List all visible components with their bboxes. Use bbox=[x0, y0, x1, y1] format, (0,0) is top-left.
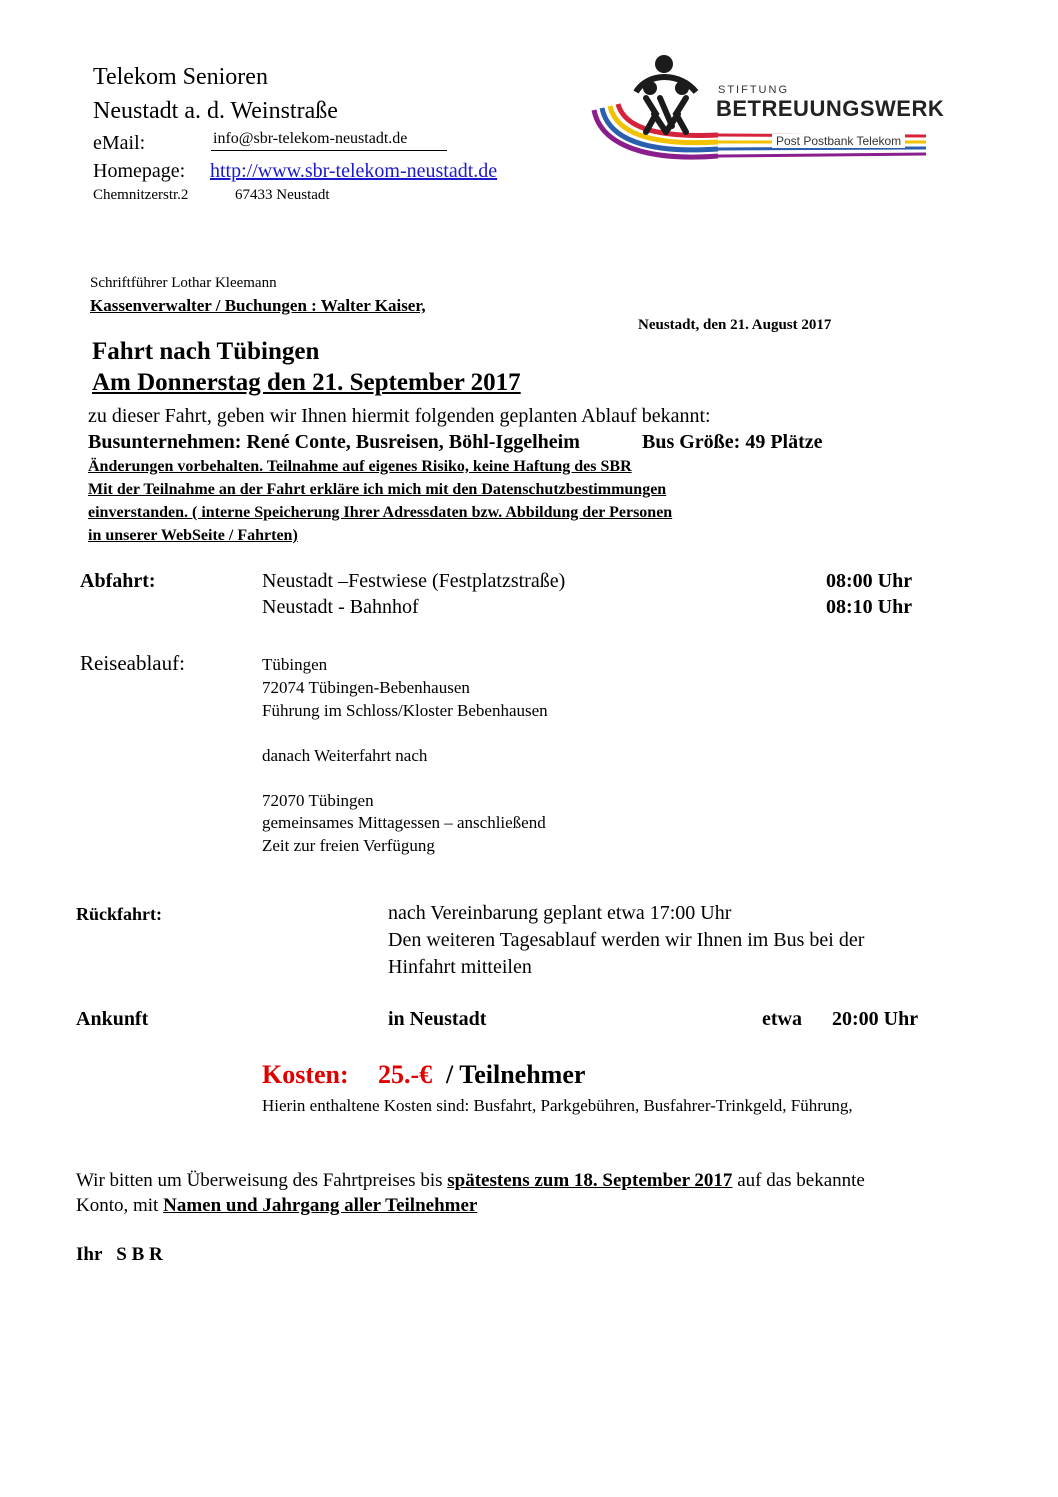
payment-line-2 bbox=[76, 1195, 477, 1217]
itinerary-line-5: 72070 Tübingen bbox=[262, 791, 374, 810]
itinerary-line-3: Führung im Schloss/Kloster Bebenhausen bbox=[262, 701, 548, 720]
bus-size: Bus Größe: 49 Plätze bbox=[642, 431, 823, 453]
itinerary-line-2: 72074 Tübingen-Bebenhausen bbox=[262, 678, 470, 697]
notice-line-4: in unserer WebSeite / Fahrten) bbox=[88, 527, 298, 544]
logo-top-text: STIFTUNG bbox=[718, 84, 789, 96]
payment-line-1 bbox=[76, 1170, 865, 1192]
street-address: Chemnitzerstr.2 bbox=[93, 187, 189, 203]
itinerary-line-6: gemeinsames Mittagessen – anschließend bbox=[262, 813, 546, 832]
payment-names: Namen und Jahrgang aller Teilnehmer bbox=[163, 1195, 478, 1216]
departure-place-2: Neustadt - Bahnhof bbox=[262, 596, 419, 618]
treasurer-line: Kassenverwalter / Buchungen : Walter Kaiser, bbox=[90, 296, 426, 315]
homepage-label: Homepage: bbox=[93, 160, 186, 182]
date-line: Neustadt, den 21. August 2017 bbox=[638, 317, 832, 333]
return-label: Rückfahrt: bbox=[76, 904, 162, 924]
departure-place-1: Neustadt –Festwiese (Festplatzstraße) bbox=[262, 570, 566, 592]
org-location: Neustadt a. d. Weinstraße bbox=[93, 98, 338, 124]
departure-label: Abfahrt: bbox=[80, 570, 156, 592]
city-address: 67433 Neustadt bbox=[235, 187, 330, 203]
trip-title: Fahrt nach Tübingen bbox=[92, 338, 320, 365]
itinerary-line-7: Zeit zur freien Verfügung bbox=[262, 836, 435, 855]
itinerary-line-4: danach Weiterfahrt nach bbox=[262, 746, 428, 765]
bus-company: Busunternehmen: René Conte, Busreisen, Böhl-Iggelheim bbox=[88, 431, 580, 453]
departure-time-1: 08:00 Uhr bbox=[826, 570, 913, 592]
homepage-link[interactable]: http://www.sbr-telekom-neustadt.de bbox=[210, 160, 498, 182]
return-line-1: nach Vereinbarung geplant etwa 17:00 Uhr bbox=[388, 902, 732, 924]
return-line-2: Den weiteren Tagesablauf werden wir Ihnen im Bus bei der bbox=[388, 929, 865, 951]
notice-line-3: einverstanden. ( interne Speicherung Ihrer Adressdaten bzw. Abbildung der Personen bbox=[88, 504, 673, 521]
payment-text-1: Wir bitten um Überweisung des Fahrtpreises bis bbox=[76, 1170, 443, 1191]
logo-main-text: BETREUUNGSWERK bbox=[716, 96, 945, 121]
trip-date: Am Donnerstag den 21. September 2017 bbox=[92, 369, 521, 396]
payment-text-2: auf das bekannte bbox=[737, 1170, 865, 1191]
betreuungswerk-logo bbox=[590, 52, 945, 170]
arrival-place: in Neustadt bbox=[388, 1008, 487, 1030]
arrival-time: 20:00 Uhr bbox=[832, 1008, 919, 1030]
payment-deadline: spätestens zum 18. September 2017 bbox=[447, 1170, 733, 1191]
notice-line-1: Änderungen vorbehalten. Teilnahme auf eigenes Risiko, keine Haftung des SBR bbox=[88, 458, 632, 475]
cost-amount: 25.-€ bbox=[378, 1060, 433, 1089]
logo-sub-text: Post Postbank Telekom bbox=[772, 134, 905, 148]
notice-line-2: Mit der Teilnahme an der Fahrt erkläre ich mich mit den Datenschutzbestimmungen bbox=[88, 481, 667, 498]
arrival-approx: etwa bbox=[762, 1008, 802, 1030]
email-address[interactable]: info@sbr-telekom-neustadt.de bbox=[213, 130, 408, 147]
org-name: Telekom Senioren bbox=[93, 64, 268, 90]
cost-label: Kosten: bbox=[262, 1060, 349, 1089]
intro-text: zu dieser Fahrt, geben wir Ihnen hiermit folgenden geplanten Ablauf bekannt: bbox=[88, 405, 711, 427]
secretary-line: Schriftführer Lothar Kleemann bbox=[90, 275, 277, 291]
departure-time-2: 08:10 Uhr bbox=[826, 596, 913, 618]
return-line-3: Hinfahrt mitteilen bbox=[388, 956, 532, 978]
arrival-label: Ankunft bbox=[76, 1008, 149, 1030]
cost-per: / Teilnehmer bbox=[446, 1060, 586, 1089]
email-label: eMail: bbox=[93, 132, 146, 154]
payment-text-3: Konto, mit bbox=[76, 1195, 159, 1216]
email-underline bbox=[211, 150, 447, 151]
itinerary-label: Reiseablauf: bbox=[80, 651, 185, 675]
itinerary-line-1: Tübingen bbox=[262, 655, 328, 674]
signature: Ihr S B R bbox=[76, 1244, 163, 1265]
cost-includes: Hierin enthaltene Kosten sind: Busfahrt, Parkgebühren, Busfahrer-Trinkgeld, Führung, bbox=[262, 1096, 853, 1115]
